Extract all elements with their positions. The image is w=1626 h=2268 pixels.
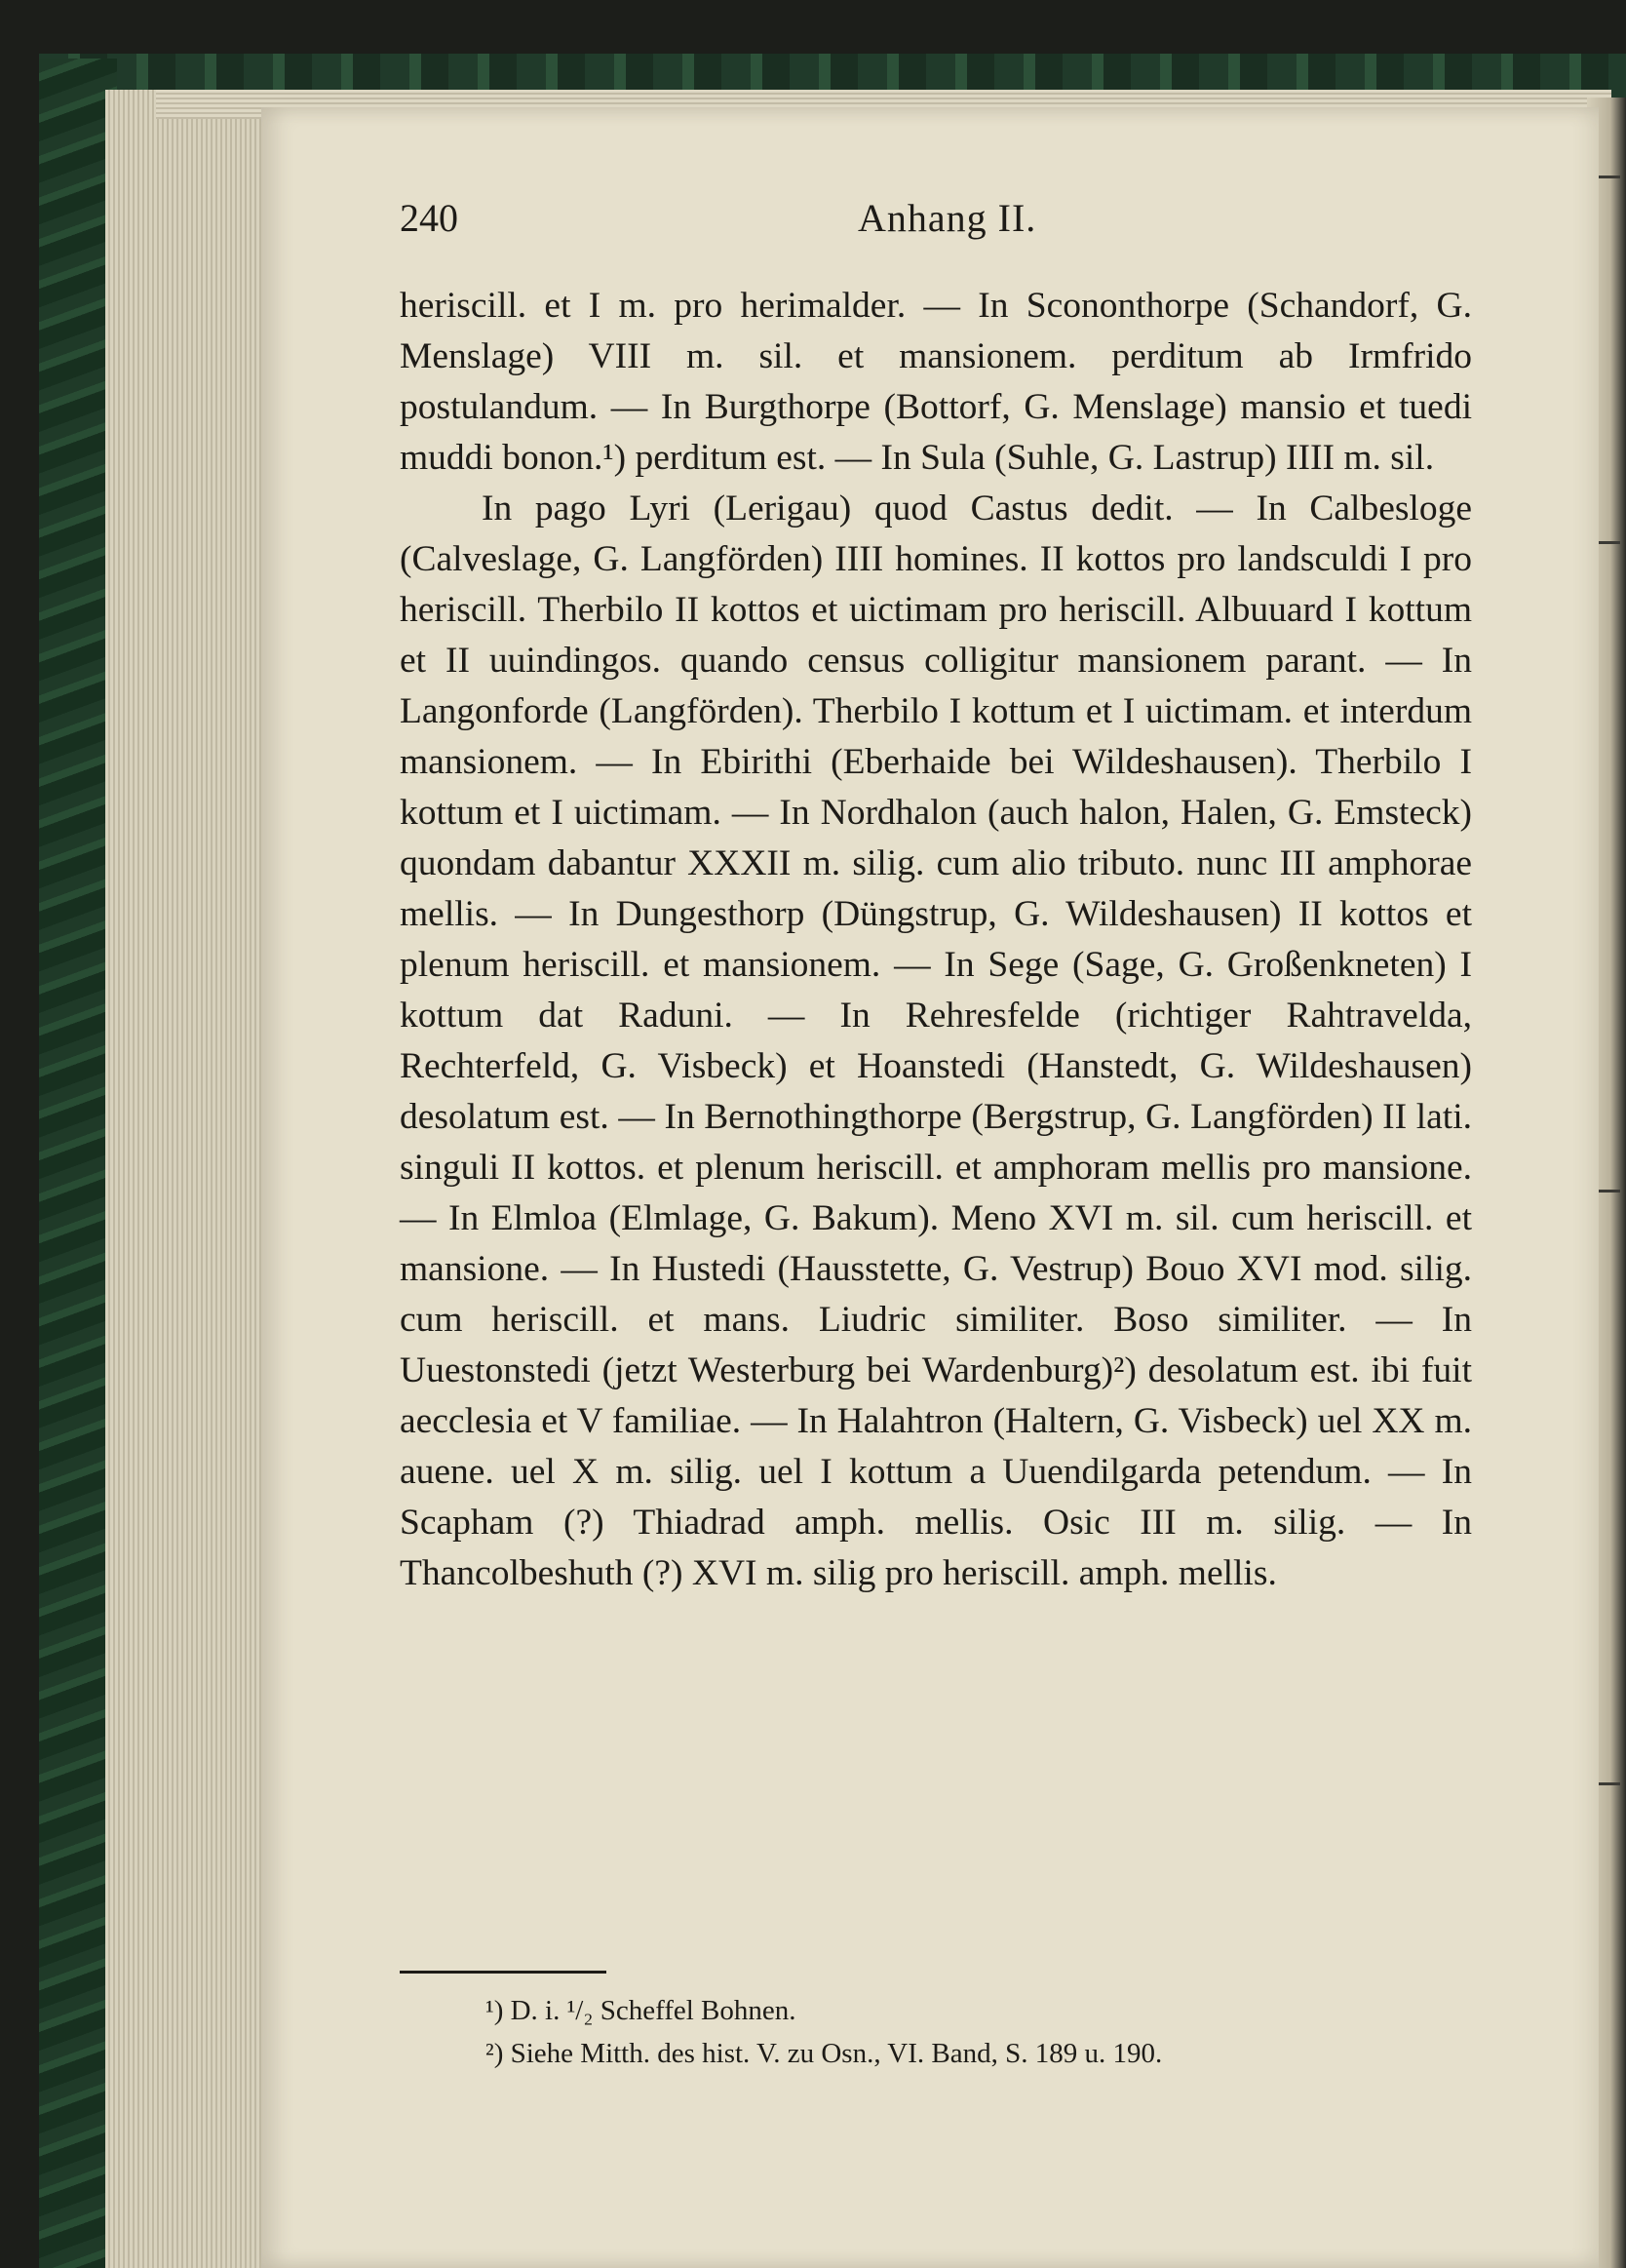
body-text	[400, 281, 1472, 1599]
footnotes	[485, 1989, 1499, 2075]
paragraph: heriscill. et I m. pro herimalder. — In Scononthorpe (Schandorf, G. Menslage) VIII m. sil. et mansionem. perditum ab Irmfrido postulandum. — In Burgthorpe (Bottorf, G. Menslage) mansio et tuedi muddi bonon.¹) perditum est. — In Sula (Suhle, G. Lastrup) IIII m. sil.	[400, 286, 1472, 478]
footnote-rule	[400, 1971, 606, 1974]
paragraph: In pago Lyri (Lerigau) quod Castus dedit. — In Calbesloge (Calveslage, G. Langförden) IIII homines. II kottos pro landsculdi I pro heriscill. Therbilo II kottos et uictimam pro heriscill. Albuuard I kottum et II uuindingos. quando census colligitur mansionem parant. — In Langonforde (Langförden). Therbilo I kottum et I uictimam. et interdum mansionem. — In Ebirithi (Eberhaide bei Wildeshausen). Therbilo I kottum et I uictimam. — In Nordhalon (auch halon, Halen, G. Emsteck) quondam dabantur XXXII m. silig. cum alio tributo. nunc III amphorae mellis. — In Dungesthorp (Düngstrup, G. Wildeshausen) II kottos et plenum heriscill. et mansionem. — In Sege (Sage, G. Großenkneten) I kottum dat Raduni. — In Rehresfelde (richtiger Rahtravelda, Rechterfeld, G. Visbeck) et Hoanstedi (Hanstedt, G. Wildeshausen) desolatum est. — In Bernothingthorpe (Bergstrup, G. Langförden) II lati. singuli II kottos. et plenum heriscill. et amphoram mellis pro mansione. — In Elmloa (Elmlage, G. Bakum). Meno XVI m. sil. cum heriscill. et mansione. — In Hustedi (Hausstette, G. Vestrup) Bouo XVI mod. silig. cum heriscill. et mans. Liudric similiter. Boso similiter. — In Uuestonstedi (jetzt Westerburg bei Wardenburg)²) desolatum est. ibi fuit aecclesia et V familiae. — In Halahtron (Haltern, G. Visbeck) uel XX m. auene. uel X m. silig. uel I kottum a Uuendilgarda petendum. — In Scapham (?) Thiadrad amph. mellis. Osic III m. silig. — In Thancolbeshuth (?) XVI m. silig pro heriscill. amph. mellis.	[400, 489, 1472, 1593]
page-number: 240	[400, 196, 458, 240]
footnote: ²) Siehe Mitth. des hist. V. zu Osn., VI. Band, S. 189 u. 190.	[485, 2038, 1163, 2069]
footnote: ¹) D. i. ¹/₂ Scheffel Bohnen.	[485, 1995, 796, 2026]
running-head	[400, 195, 1472, 254]
section-title: Anhang II.	[858, 196, 1037, 240]
